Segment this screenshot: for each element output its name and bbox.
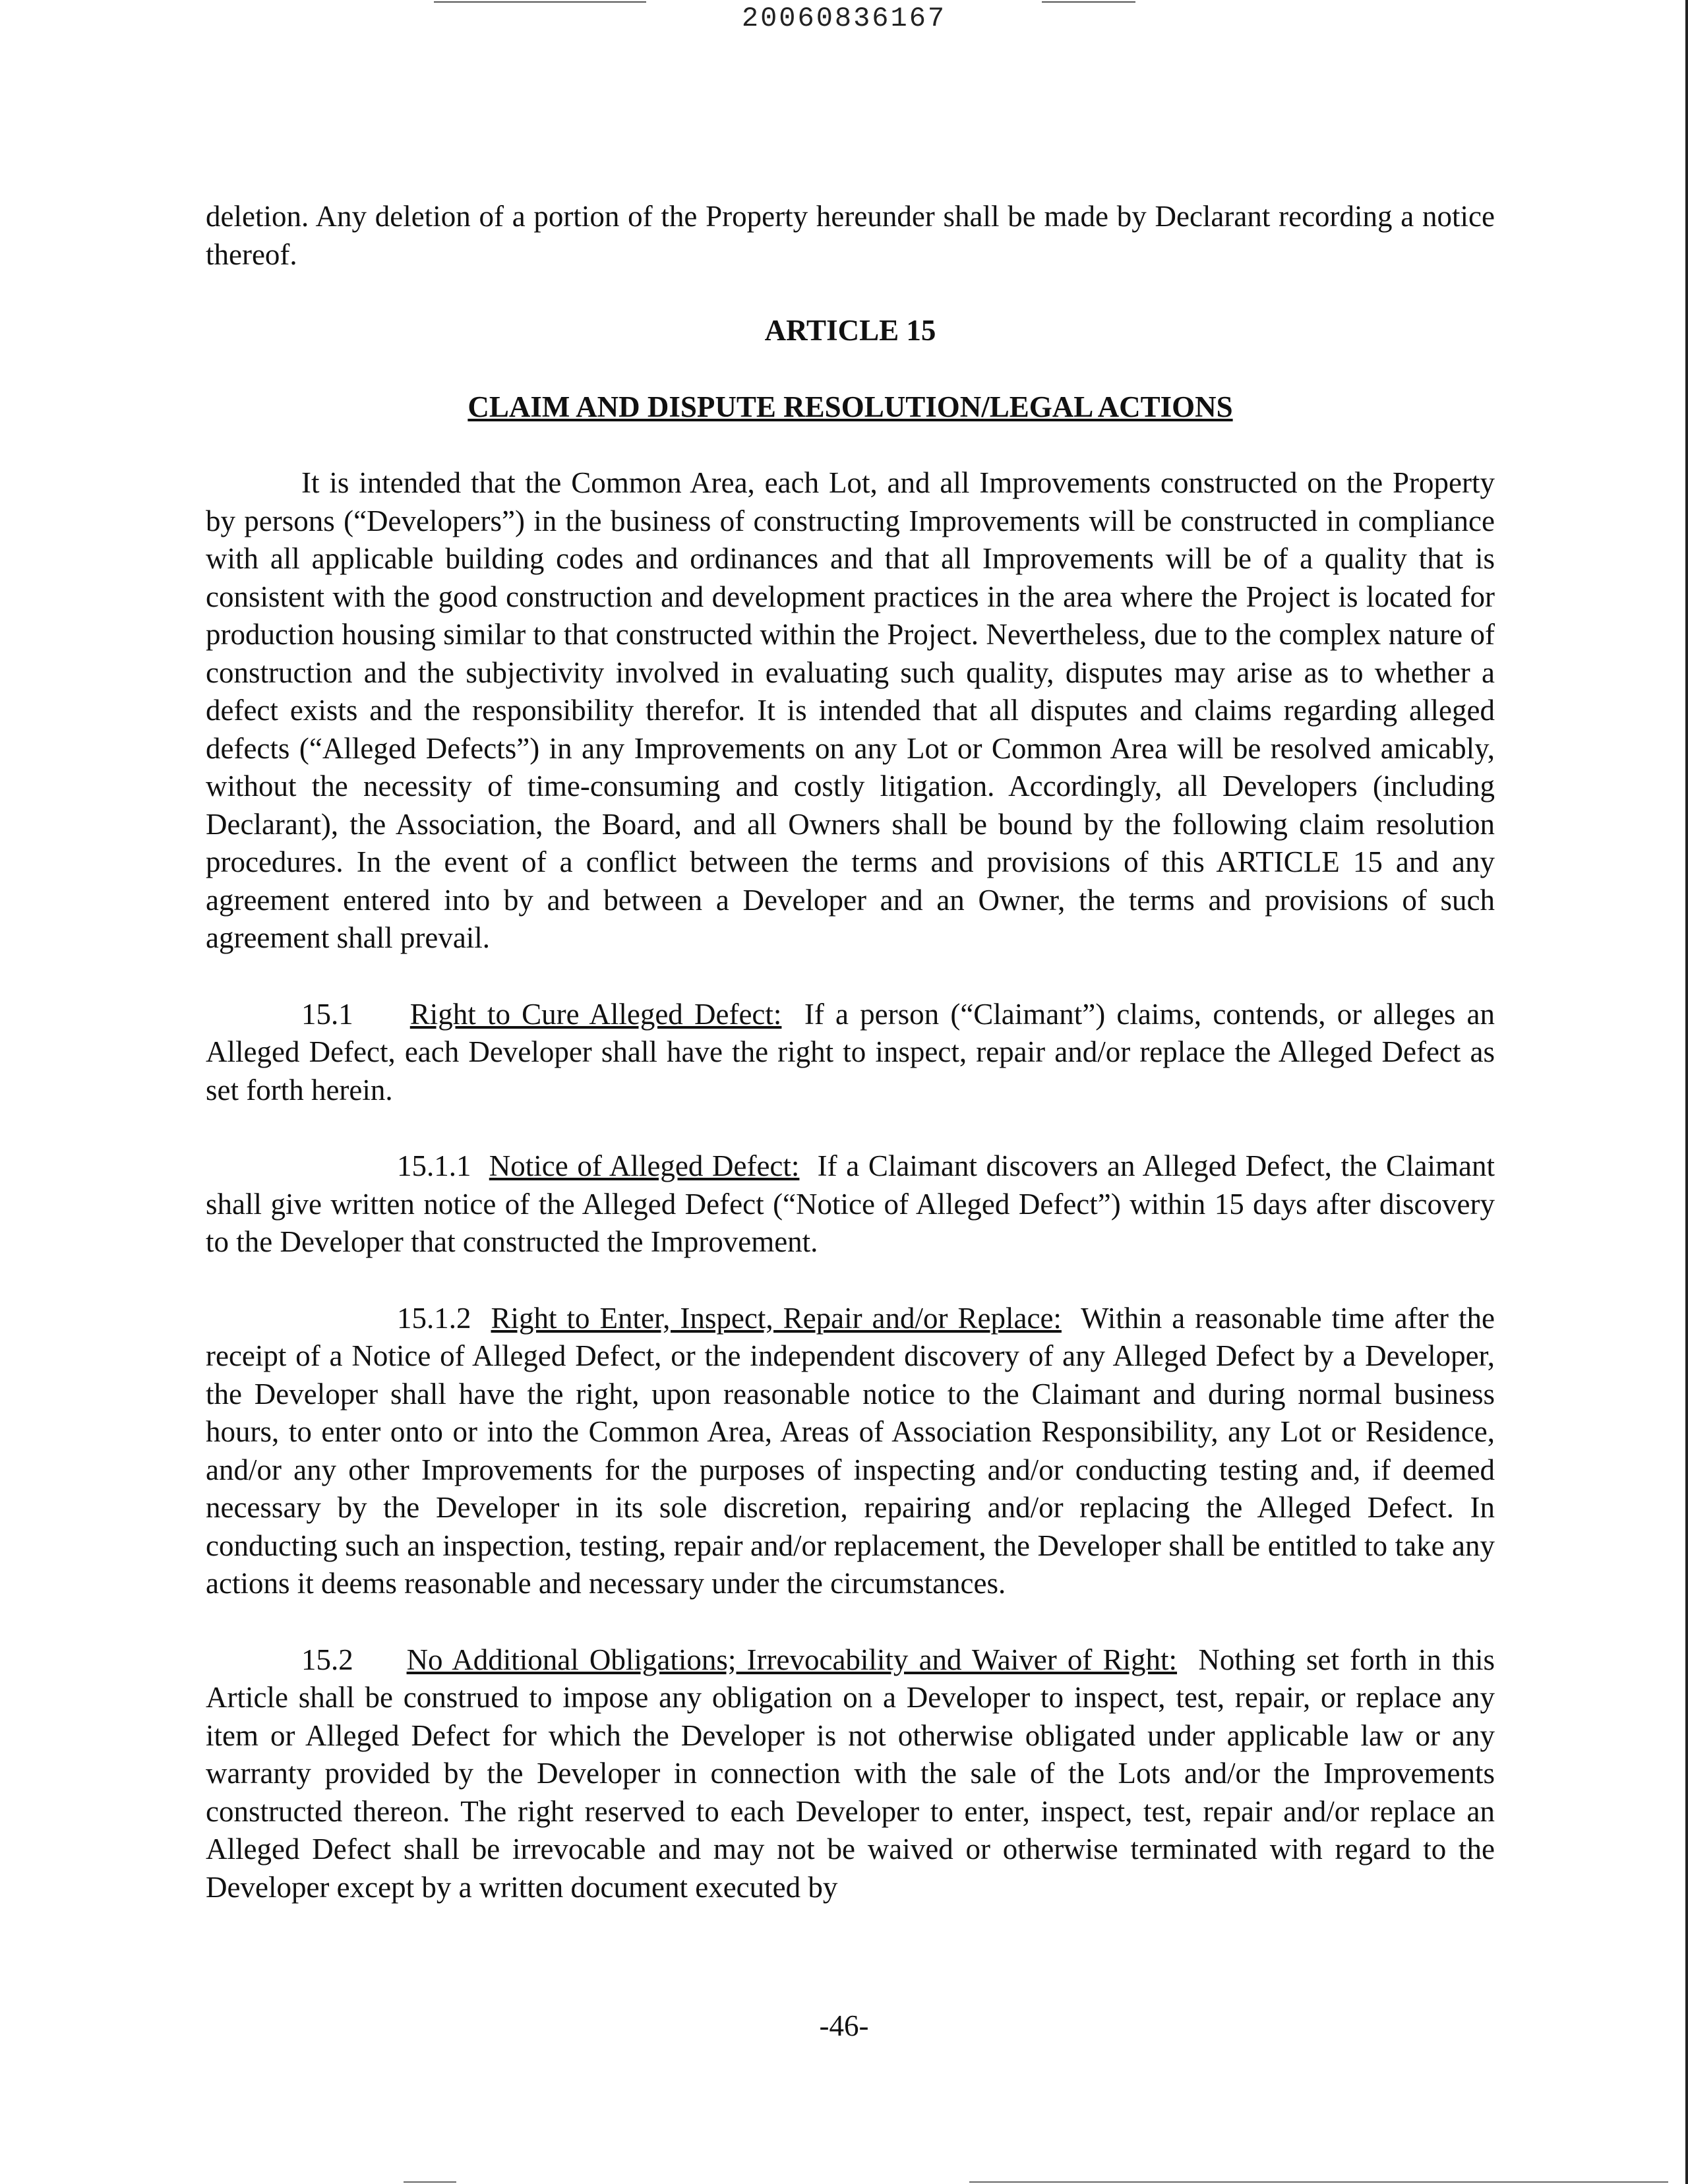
bottom-scan-rule-right — [969, 2181, 1668, 2183]
section-text: Within a reasonable time after the receipt of a Notice of Alleged Defect, or the independent discovery of any Alleged Defect by a Developer, the Developer shall have the right, upon reasonable notice to the Claimant and during normal business hours, to enter onto or into the Common Area, Areas of Association Responsibility, any Lot or Residence, and/or any other Improvements for the purposes of inspecting and/or conducting testing and, if deemed necessary by the Developer in its sole discretion, repairing and/or replacing the Alleged Defect. In conducting such an inspection, testing, repair and/or replacement, the Developer shall be entitled to take any actions it deems reasonable and necessary under the circumstances. — [206, 1301, 1495, 1600]
section-15-2 — [206, 1641, 1495, 1907]
intro-paragraph: It is intended that the Common Area, each Lot, and all Improvements constructed on the Property by persons (“Developers”) in the business of constructing Improvements will be constructed in compliance with all applicable building codes and ordinances and that all Improvements will be of a quality that is consistent with the good construction and development practices in the area where the Project is located for production housing similar to that constructed within the Project. Nevertheless, due to the complex nature of construction and the subjectivity involved in evaluating such quality, disputes may arise as to whether a defect exists and the responsibility therefor. It is intended that all disputes and claims regarding alleged defects (“Alleged Defects”) in any Improvements on any Lot or Common Area will be resolved amicably, without the necessity of time-consuming and costly litigation. Accordingly, all Developers (including Declarant), the Association, the Board, and all Owners shall be bound by the following claim resolution procedures. In the event of a conflict between the terms and provisions of this ARTICLE 15 and any agreement entered into by and between a Developer and an Owner, the terms and provisions of such agreement shall prevail. — [206, 466, 1495, 954]
scan-right-edge — [1685, 0, 1688, 2184]
top-scan-rule-left — [434, 1, 646, 3]
section-15-1-1 — [206, 1147, 1495, 1261]
article-title: CLAIM AND DISPUTE RESOLUTION/LEGAL ACTIONS — [467, 390, 1233, 423]
section-number: 15.2 — [301, 1643, 353, 1676]
section-text: If a Claimant discovers an Alleged Defect, the Claimant shall give written notice of the Alleged Defect (“Notice of Alleged Defect”) within 15 days after discovery to the Developer that constructed the Improvement. — [206, 1149, 1495, 1258]
section-title: Notice of Alleged Defect: — [489, 1149, 800, 1182]
bottom-scan-rule-left — [404, 2181, 456, 2183]
document-body — [206, 198, 1495, 1906]
article-heading: ARTICLE 15 — [764, 314, 936, 347]
section-number: 15.1.2 — [397, 1301, 471, 1335]
section-15-1 — [206, 996, 1495, 1110]
section-title: No Additional Obligations; Irrevocability and Waiver of Right: — [406, 1643, 1178, 1676]
section-15-1-2 — [206, 1300, 1495, 1603]
section-number: 15.1.1 — [397, 1149, 471, 1182]
page-number: -46- — [819, 2009, 869, 2042]
section-text: Nothing set forth in this Article shall be construed to impose any obligation on a Developer to inspect, test, repair, or replace any item or Alleged Defect for which the Developer is not otherwise obligated under applicable law or any warranty provided by the Developer in connection with the sale of the Lots and/or the Improvements constructed thereon. The right reserved to each Developer to enter, inspect, test, repair and/or replace an Alleged Defect shall be irrevocable and may not be waived or otherwise terminated with regard to the Developer except by a written document executed by — [206, 1643, 1495, 1904]
section-number: 15.1 — [301, 997, 353, 1031]
document-number: 20060836167 — [741, 3, 947, 34]
section-text: If a person (“Claimant”) claims, contends, or alleges an Alleged Defect, each Developer shall have the right to inspect, repair and/or replace the Alleged Defect as set forth herein. — [206, 997, 1495, 1107]
section-title: Right to Cure Alleged Defect: — [409, 997, 782, 1031]
lead-paragraph: deletion. Any deletion of a portion of the Property hereunder shall be made by Declarant recording a notice thereof. — [206, 200, 1495, 271]
top-scan-rule-right — [1042, 1, 1135, 3]
section-title: Right to Enter, Inspect, Repair and/or Replace: — [491, 1301, 1062, 1335]
